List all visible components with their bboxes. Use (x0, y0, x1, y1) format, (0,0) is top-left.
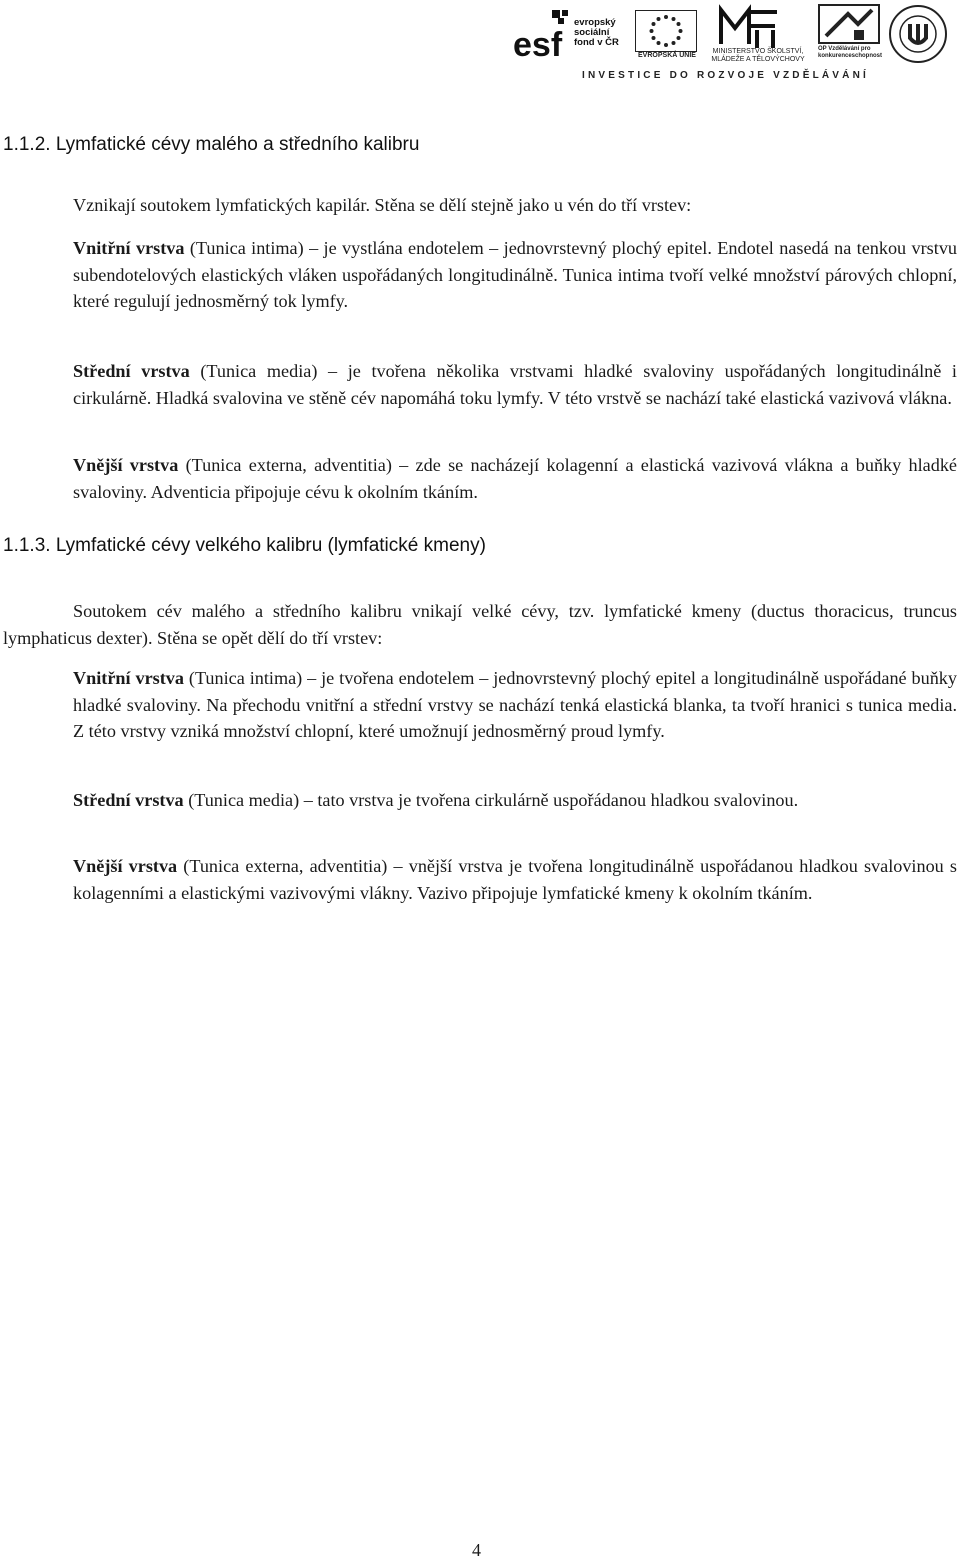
term-vnejsi-vrstva: Vnější vrstva (73, 856, 178, 876)
section2-intro: Soutokem cév malého a středního kalibru vnikají velké cévy, tzv. lymfatické kmeny (ductus thoracicus, truncus lymphaticus dexter). Stěna se opět dělí do tří vrstev: (3, 601, 957, 648)
section-heading-1-1-3: 1.1.3. Lymfatické cévy velkého kalibru (lymfatické kmeny) (3, 535, 486, 556)
msmt-text: MINISTERSTVO ŠKOLSTVÍ, MLÁDEŽE A TĚLOVÝCHOVY (711, 48, 805, 63)
term-vnitrni-vrstva: Vnitřní vrstva (73, 668, 184, 688)
paragraph-text: (Tunica externa, adventitia) – zde se nacházejí kolagenní a elastická vazivová vlákna a buňky hladké svaloviny. Adventicia připojuje cévu k okolním tkáním. (73, 455, 957, 502)
university-seal-logo (888, 4, 948, 64)
section2-paragraph-middle-layer (73, 787, 957, 814)
term-vnejsi-vrstva: Vnější vrstva (73, 455, 179, 475)
op-text: OP Vzdělávání pro konkurenceschopnost (818, 46, 883, 59)
page-number: 4 (472, 1540, 481, 1560)
msmt-logo (717, 4, 781, 50)
section-heading-1-1-2: 1.1.2. Lymfatické cévy malého a středního kalibru (3, 134, 420, 155)
eu-flag-logo (635, 10, 697, 52)
header-logo-band (512, 4, 952, 82)
section1-paragraph-inner-layer (73, 235, 957, 315)
paragraph-text: (Tunica intima) – je vystlána endotelem – jednovrstevný plochý epitel. Endotel nasedá na tenkou vrstvu subendotelových elastických vláken uspořádaných longitudinálně. Tunica intima tvoří velké množství párových chlopní, které regulují jednosměrný tok lymfy. (73, 238, 958, 311)
op-vk-logo (818, 4, 880, 44)
esf-logo (512, 8, 572, 62)
paragraph-text: (Tunica media) – je tvořena několika vrstvami hladké svaloviny uspořádaných longitudinálně i cirkulárně. Hladká svalovina ve stěně cév napomáhá toku lymfy. V této vrstvě se nachází také elastická vazivová vlákna. (73, 361, 957, 408)
section1-paragraph-outer-layer (73, 452, 957, 505)
section1-paragraph-middle-layer (73, 358, 957, 411)
investice-tagline: INVESTICE DO ROZVOJE VZDĚLÁVÁNÍ (582, 70, 870, 81)
paragraph-text: (Tunica externa, adventitia) – vnější vrstva je tvořena longitudinálně uspořádanou hladkou svalovinou s kolagenními a elastickými vazivovými vlákny. Vazivo připojuje lymfatické kmeny k okolním tkáním. (73, 856, 957, 903)
section1-intro: Vznikají soutokem lymfatických kapilár. Stěna se dělí stejně jako u vén do tří vrstev: (73, 195, 692, 215)
eu-text: EVROPSKÁ UNIE (638, 52, 696, 59)
paragraph-text: (Tunica intima) – je tvořena endotelem – jednovrstevný plochý epitel a longitudinálně uspořádané buňky hladké svaloviny. Na přechodu vnitřní a střední vrstvy se nachází tenká elastická blanka, ta tvoří hranici s tunica media. Z této vrstvy vzniká množství chlopní, které umožnují jednosměrný proud lymfy. (73, 668, 957, 741)
section2-paragraph-outer-layer (73, 853, 957, 906)
svg-text:esf: esf (513, 26, 563, 62)
term-stredni-vrstva: Střední vrstva (73, 361, 190, 381)
esf-text: evropský sociální fond v ČR (574, 17, 619, 48)
section2-paragraph-inner-layer (73, 665, 957, 745)
paragraph-text: (Tunica media) – tato vrstva je tvořena cirkulárně uspořádanou hladkou svalovinou. (183, 790, 799, 810)
term-stredni-vrstva: Střední vrstva (73, 790, 184, 810)
term-vnitrni-vrstva: Vnitřní vrstva (73, 238, 185, 258)
